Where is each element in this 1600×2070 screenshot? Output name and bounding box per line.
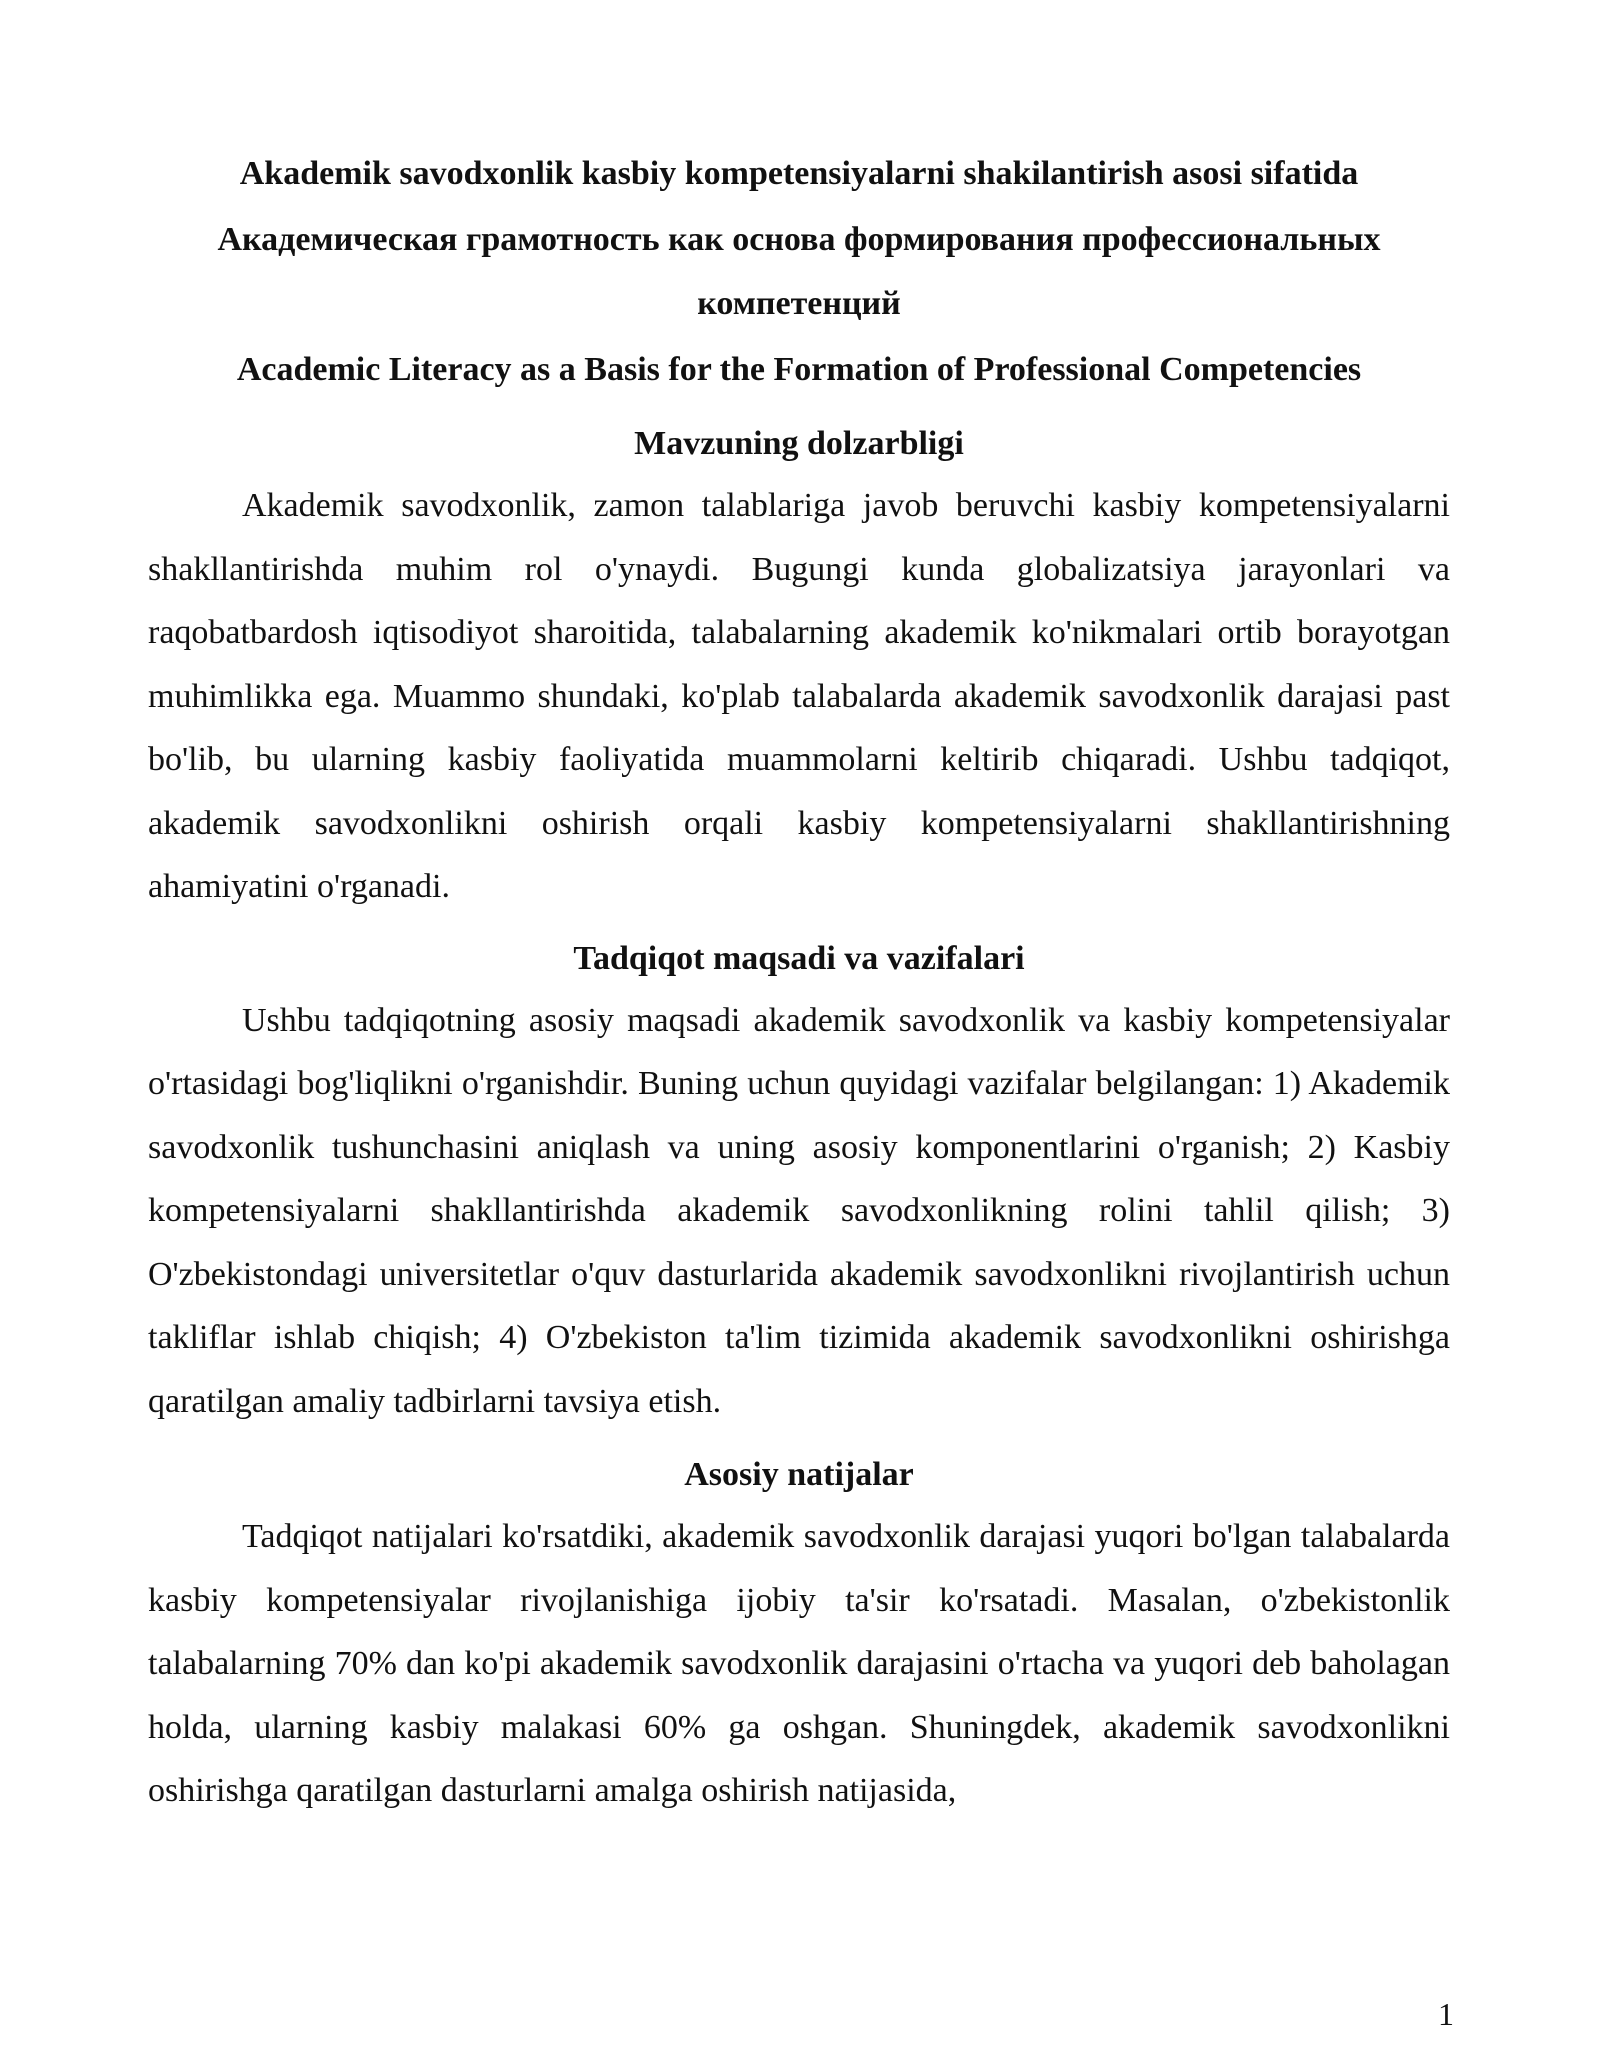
title-uzbek: Akademik savodxonlik kasbiy kompetensiyalarni shakilantirish asosi sifatida <box>239 155 1359 192</box>
page-content <box>148 140 1450 1823</box>
section-heading-goals: Tadqiqot maqsadi va vazifalari <box>573 939 1025 977</box>
section-paragraph-relevance: Akademik savodxonlik, zamon talablariga javob beruvchi kasbiy kompetensiyalarni shakllantirishda muhim rol o'ynaydi. Bugungi kunda globalizatsiya jarayonlari va raqobatbardosh iqtisodiyot sharoitida, talabalarning akademik ko'nikmalari ortib borayotgan muhimlikka ega. Muammo shundaki, ko'plab talabalarda akademik savodxonlik darajasi past bo'lib, bu ularning kasbiy faoliyatida muammolarni keltirib chiqaradi. Ushbu tadqiqot, akademik savodxonlikni oshirish orqali kasbiy kompetensiyalarni shakllantirishning ahamiyatini o'rganadi. <box>148 487 1450 905</box>
section-heading-relevance: Mavzuning dolzarbligi <box>634 425 964 462</box>
page-number: 1 <box>1438 1996 1454 2032</box>
section-paragraph-results: Tadqiqot natijalari ko'rsatdiki, akademik savodxonlik darajasi yuqori bo'lgan talabalarda kasbiy kompetensiyalar rivojlanishiga ijobiy ta'sir ko'rsatadi. Masalan, o'zbekistonlik talabalarning 70% dan ko'pi akademik savodxonlik darajasini o'rtacha va yuqori deb baholagan holda, ularning kasbiy malakasi 60% ga oshgan. Shuningdek, akademik savodxonlikni oshirishga qaratilgan dasturlarni amalga oshirish natijasida, <box>148 1518 1450 1809</box>
section-paragraph-goals: Ushbu tadqiqotning asosiy maqsadi akademik savodxonlik va kasbiy kompetensiyalar o'rtasidagi bog'liqlikni o'rganishdir. Buning uchun quyidagi vazifalar belgilangan: 1) Akademik savodxonlik tushunchasini aniqlash va uning asosiy komponentlarini o'rganish; 2) Kasbiy kompetensiyalarni shakllantirishda akademik savodxonlikning rolini tahlil qilish; 3) O'zbekistondagi universitetlar o'quv dasturlarida akademik savodxonlikni rivojlantirish uchun takliflar ishlab chiqish; 4) O'zbekiston ta'lim tizimida akademik savodxonlikni oshirishga qaratilgan amaliy tadbirlarni tavsiya etish. <box>148 1001 1450 1420</box>
section-heading-results: Asosiy natijalar <box>684 1456 914 1493</box>
title-russian: Академическая грамотность как основа формирования профессиональных компетенций <box>217 221 1381 322</box>
title-english: Academic Literacy as a Basis for the Formation of Professional Competencies <box>236 351 1362 388</box>
